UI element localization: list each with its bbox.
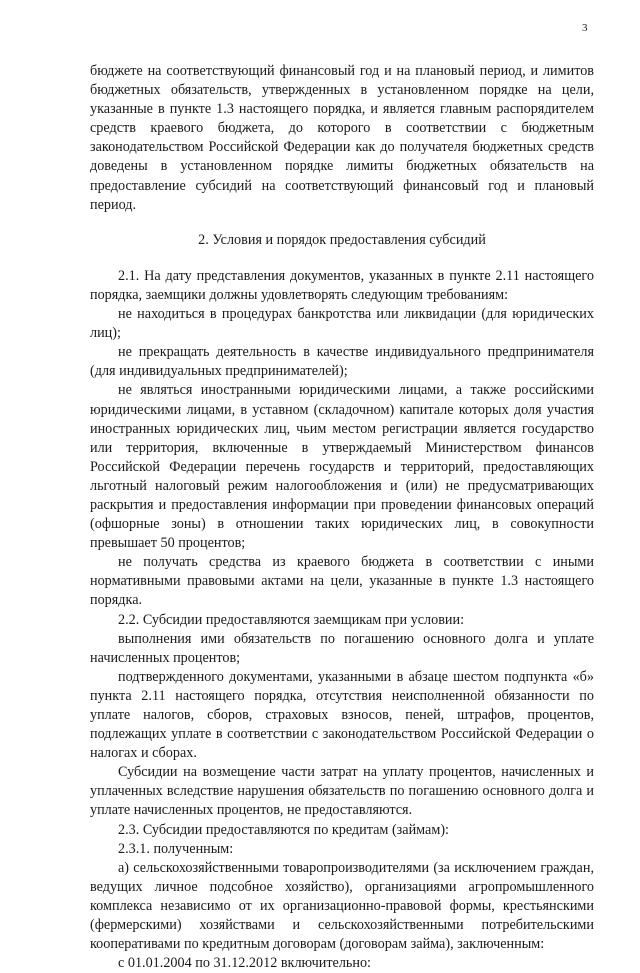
- paragraph-2-3-1: 2.3.1. полученным:: [118, 840, 234, 857]
- paragraph-a: а) сельскохозяйственными товаропроизводителями (за исключением граждан, ведущих личное подсобное хозяйство), организациями агропромышленного комплекса независимо от их организационно-правовой формы, крестьянскими (фермерскими) хозяйствами и сельскохозяйственными потребительскими кооперативами по кредитным договорам (договорам займа), заключенным:: [90, 859, 594, 953]
- paragraph-2-2: 2.2. Субсидии предоставляются заемщикам при условии:: [118, 611, 465, 628]
- page-number: 3: [582, 22, 588, 34]
- paragraph-2-3: 2.3. Субсидии предоставляются по кредитам (займам):: [118, 821, 449, 838]
- paragraph-no-tax-debt: подтвержденного документами, указанными в абзаце шестом подпункта «б» пункта 2.11 настоящего порядка, отсутствия неисполненной обязанности по уплате налогов, сборов, страховых взносов, пеней, штрафов, процентов, подлежащих уплате в соответствии с законодательством Российской Федерации о налогах и сборах.: [90, 668, 594, 762]
- paragraph-date-range: с 01.01.2004 по 31.12.2012 включительно:: [118, 955, 371, 972]
- paragraph-bankruptcy: не находиться в процедурах банкротства или ликвидации (для юридических лиц);: [90, 306, 594, 342]
- paragraph-other-funds: не получать средства из краевого бюджета в соответствии с иными нормативными правовыми актами на цели, указанные в пункте 1.3 настоящего порядка.: [90, 554, 594, 609]
- section-heading: 2. Условия и порядок предоставления субсидий: [198, 231, 486, 248]
- document-body: [90, 62, 594, 973]
- paragraph-2-1: 2.1. На дату представления документов, указанных в пункте 2.11 настоящего порядка, заемщики должны удовлетворять следующим требованиям:: [90, 267, 594, 303]
- paragraph-entrepreneur: не прекращать деятельность в качестве индивидуального предпринимателя (для индивидуальных предпринимателей);: [90, 344, 594, 380]
- intro-paragraph: бюджете на соответствующий финансовый год и на плановый период, и лимитов бюджетных обязательств, утвержденных в установленном порядке на цели, указанные в пункте 1.3 настоящего порядка, и является главным распорядителем средств краевого бюджета, до которого в соответствии с бюджетным законодательством Российской Федерации как до получателя бюджетных средств доведены в установленном порядке лимиты бюджетных обязательств на предоставление субсидий на соответствующий финансовый год и плановый период.: [90, 63, 594, 213]
- paragraph-foreign-entities: не являться иностранными юридическими лицами, а также российскими юридическими лицами, в уставном (складочном) капитале которых доля участия иностранных юридических лиц, чьим местом регистрации является государство или территория, включенные в утверждаемый Министерством финансов Российской Федерации перечень государств и территорий, предоставляющих льготный налоговый режим налогообложения и (или) не предусматривающих раскрытия и предоставления информации при проведении финансовых операций (офшорные зоны) в отношении таких юридических лиц, в совокупности превышает 50 процентов;: [90, 382, 594, 552]
- paragraph-obligations: выполнения ими обязательств по погашению основного долга и уплате начисленных процентов;: [90, 630, 594, 666]
- paragraph-no-subsidy: Субсидии на возмещение части затрат на уплату процентов, начисленных и уплаченных вследствие нарушения обязательств по погашению основного долга и уплате начисленных процентов, не предоставляются.: [90, 764, 594, 819]
